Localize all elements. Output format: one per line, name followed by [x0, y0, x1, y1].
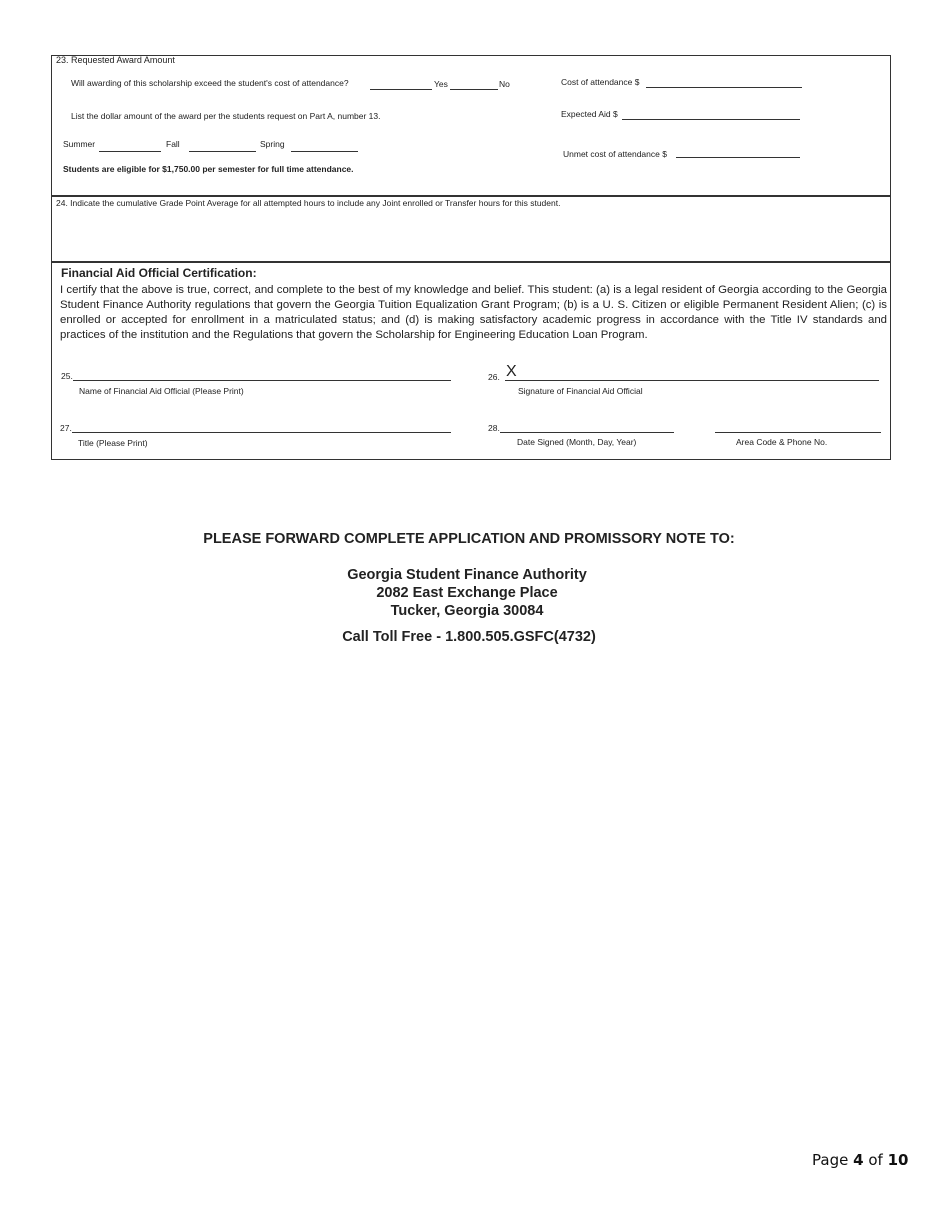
section-24-text: 24. Indicate the cumulative Grade Point Average for all attempted hours to include any Joint enrolled or Transfer hours for this student.: [56, 198, 561, 208]
certification-body: I certify that the above is true, correct, and complete to the best of my knowledge and belief. This student: (a) is a legal resident of Georgia according to the Georgia Student Finance Authority regulations that govern the Georgia Tuition Equalization Grant Program; (b) is a U. S. Citizen or eligible Permanent Resident Alien; (c) is enrolled or accepted for enrollment in a matriculated status; and (d) is making satisfactory academic progress in accordance with the Title IV standards and practices of the institution and the Regulations that govern the Scholarship for Engineering Education Loan Program.: [60, 284, 887, 341]
field-28-number: 28.: [488, 423, 500, 433]
page-total: 10: [887, 1151, 909, 1169]
no-blank[interactable]: [450, 89, 498, 90]
signature-label: Signature of Financial Aid Official: [518, 386, 643, 396]
official-title-field[interactable]: [72, 432, 451, 433]
forward-street: 2082 East Exchange Place: [376, 585, 558, 601]
phone-label: Area Code & Phone No.: [736, 437, 828, 447]
no-label: No: [499, 79, 510, 89]
yes-blank[interactable]: [370, 89, 432, 90]
unmet-cost-label: Unmet cost of attendance $: [563, 149, 667, 159]
fall-blank[interactable]: [189, 151, 256, 152]
forward-heading: PLEASE FORWARD COMPLETE APPLICATION AND PROMISSORY NOTE TO:: [203, 531, 735, 547]
section-23-title: 23. Requested Award Amount: [56, 55, 175, 65]
eligibility-note: Students are eligible for $1,750.00 per semester for full time attendance.: [63, 164, 354, 174]
field-25-number: 25.: [61, 371, 73, 381]
field-27-number: 27.: [60, 423, 72, 433]
official-name-label: Name of Financial Aid Official (Please Print): [79, 386, 244, 396]
summer-label: Summer: [63, 139, 96, 149]
page-number: [812, 1151, 908, 1169]
of-word: of: [868, 1151, 883, 1169]
official-title-label: Title (Please Print): [78, 438, 148, 448]
phone-field[interactable]: [715, 432, 881, 433]
unmet-cost-blank[interactable]: [676, 157, 800, 158]
spring-label: Spring: [260, 139, 285, 149]
page-current: 4: [853, 1151, 864, 1169]
date-signed-field[interactable]: [500, 432, 674, 433]
date-signed-label: Date Signed (Month, Day, Year): [517, 437, 637, 447]
forward-org: Georgia Student Finance Authority: [347, 567, 587, 583]
spring-blank[interactable]: [291, 151, 358, 152]
certification-title: Financial Aid Official Certification:: [61, 266, 257, 280]
exceed-question: Will awarding of this scholarship exceed the student's cost of attendance?: [71, 78, 349, 88]
cost-of-attendance-label: Cost of attendance $: [561, 77, 640, 87]
cost-of-attendance-blank[interactable]: [646, 87, 802, 88]
expected-aid-label: Expected Aid $: [561, 109, 618, 119]
list-award-text: List the dollar amount of the award per the students request on Part A, number 13.: [71, 111, 381, 121]
page-word: Page: [812, 1151, 849, 1169]
fall-label: Fall: [166, 139, 180, 149]
field-26-number: 26.: [488, 372, 500, 382]
expected-aid-blank[interactable]: [622, 119, 800, 120]
signature-x-mark: X: [506, 363, 517, 380]
summer-blank[interactable]: [99, 151, 161, 152]
official-name-field[interactable]: [73, 380, 451, 381]
forward-phone: Call Toll Free - 1.800.505.GSFC(4732): [342, 629, 596, 645]
forward-city: Tucker, Georgia 30084: [390, 603, 544, 619]
yes-label: Yes: [434, 79, 448, 89]
signature-field[interactable]: [505, 380, 879, 381]
section-23-box: [51, 55, 891, 197]
